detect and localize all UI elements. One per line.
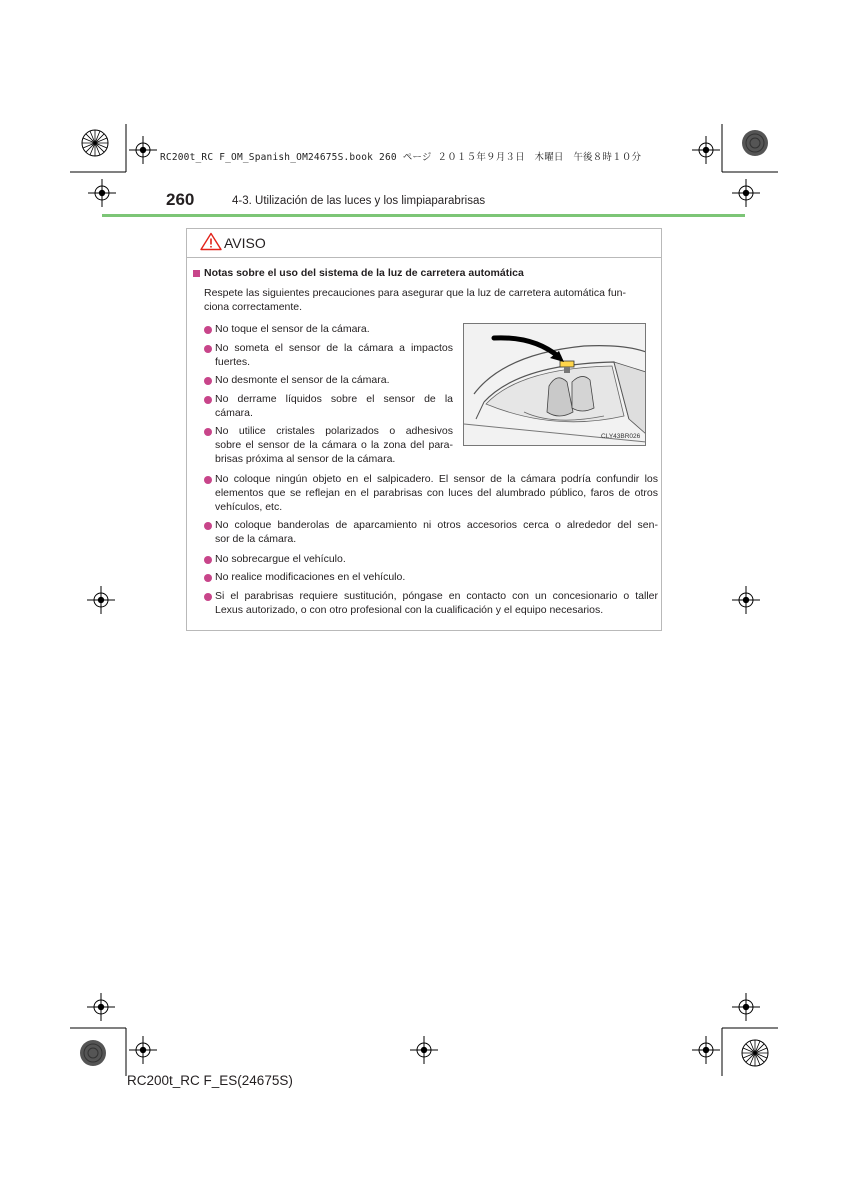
list-item-line: fuertes. (215, 356, 251, 368)
list-item-line: elementos que se reflejan en el parabrisas con luces del alumbrado público, faros de otros (215, 487, 658, 499)
list-item-line: No derrame líquidos sobre el sensor de la (215, 393, 453, 405)
list-item-line: brisas próxima al sensor de la cámara. (215, 453, 396, 465)
bullet-dot-icon (204, 574, 212, 582)
list-item (215, 341, 453, 369)
page-number: 260 (166, 190, 195, 209)
warning-intro (204, 286, 656, 314)
bullet-dot-icon (204, 326, 212, 334)
bullet-dot-icon (204, 556, 212, 564)
list-item-line: No sobrecargue el vehículo. (215, 553, 346, 565)
warning-triangle-icon (200, 232, 222, 251)
bullet-dot-icon (204, 428, 212, 436)
list-item (215, 589, 658, 617)
list-item (215, 424, 453, 466)
bullet-dot-icon (204, 396, 212, 404)
warning-label: AVISO (224, 235, 266, 251)
list-item (215, 392, 453, 420)
figure-code: CLY43BR026 (601, 433, 641, 440)
bullet-dot-icon (204, 476, 212, 484)
list-item-line: No coloque banderolas de aparcamiento ni otros accesorios cerca o alrededor del sen- (215, 519, 658, 531)
list-item-line: vehículos, etc. (215, 501, 283, 513)
list-item-line: No utilice cristales polarizados o adhesivos (215, 425, 453, 437)
list-item-line: No coloque ningún objeto en el salpicadero. El sensor de la cámara podría confundir los (215, 473, 658, 485)
list-item (215, 472, 658, 514)
bullet-dot-icon (204, 345, 212, 353)
list-item-line: No realice modificaciones en el vehículo. (215, 571, 406, 583)
warning-subheading: Notas sobre el uso del sistema de la luz de carretera automática (204, 267, 524, 279)
list-item-line: sor de la cámara. (215, 533, 297, 545)
section-title: 4-3. Utilización de las luces y los limpiaparabrisas (232, 195, 486, 207)
list-item-line: Si el parabrisas requiere sustitución, póngase en contacto con un concesionario o taller (215, 590, 658, 602)
list-item (215, 570, 658, 584)
list-item-line: sobre el sensor de la cámara o la zona del para- (215, 439, 453, 451)
windshield-illustration (464, 324, 646, 446)
list-item-line: Lexus autorizado, o con otro profesional con la cualificación y el equipo necesarios. (215, 604, 604, 616)
print-header-meta: RC200t_RC F_OM_Spanish_OM24675S.book 260 ページ ２０１５年９月３日 木曜日 午後８時１０分 (160, 152, 642, 163)
footer-book-code: RC200t_RC F_ES(24675S) (127, 1073, 293, 1088)
header-rule (102, 214, 745, 217)
camera-sensor-figure (463, 323, 646, 446)
list-item (215, 373, 453, 387)
list-item (215, 552, 658, 566)
bullet-dot-icon (204, 522, 212, 530)
list-item (215, 518, 658, 546)
list-item-line: No toque el sensor de la cámara. (215, 323, 370, 335)
square-bullet-icon (193, 270, 200, 277)
bullet-dot-icon (204, 377, 212, 385)
list-item-line: cámara. (215, 407, 253, 419)
intro-line: Respete las siguientes precauciones para asegurar que la luz de carretera automática fun- (204, 287, 626, 299)
list-item-line: No someta el sensor de la cámara a impactos (215, 342, 453, 354)
bullet-dot-icon (204, 593, 212, 601)
intro-line: ciona correctamente. (204, 301, 303, 313)
list-item (215, 322, 453, 336)
list-item-line: No desmonte el sensor de la cámara. (215, 374, 390, 386)
